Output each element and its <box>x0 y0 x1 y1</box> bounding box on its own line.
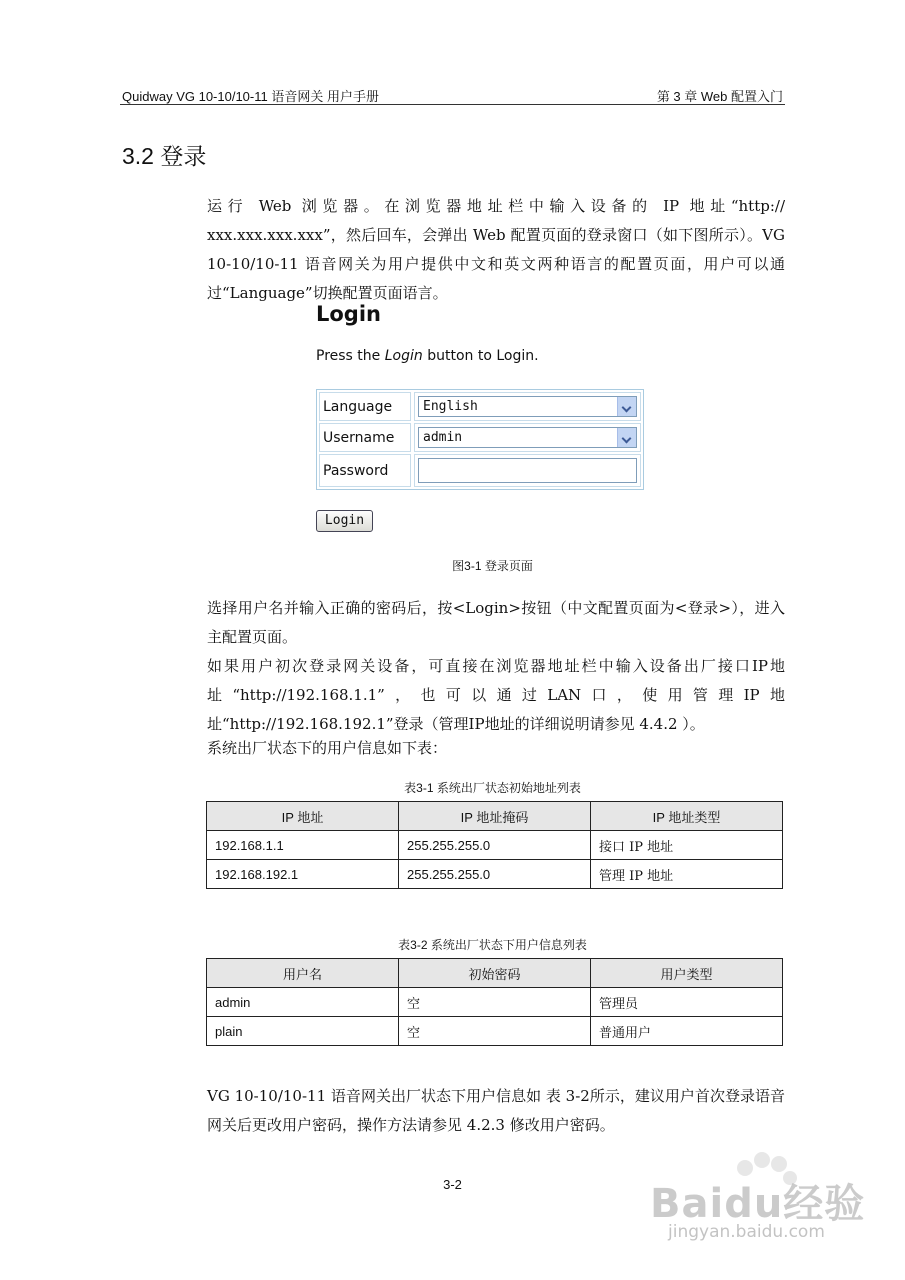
username-select[interactable] <box>418 427 637 448</box>
language-select[interactable] <box>418 396 637 417</box>
table-cell: plain <box>207 1017 399 1046</box>
language-cell <box>414 392 641 421</box>
page-number: 3-2 <box>443 1177 462 1192</box>
table-cell: 255.255.255.0 <box>399 831 591 860</box>
paragraph-table-intro: 系统出厂状态下的用户信息如下表： <box>207 739 448 757</box>
username-cell <box>414 423 641 452</box>
table1-caption: 表3-1 系统出厂状态初始地址列表 <box>404 781 581 795</box>
figure-caption: 图3-1 登录页面 <box>452 559 533 573</box>
login-hint-italic: Login <box>384 348 423 364</box>
paragraph-intro: 运行 Web 浏览器。在浏览器地址栏中输入设备的 IP 地址“http:// xxx.xxx.xxx.xxx”，然后回车，会弹出 Web 配置页面的登录窗口（如下图所示）。VG 10-10/10-11 语音网关为用户提供中文和英文两种语言的配置页面，用户可以通过“Language”切换配置页面语言。 <box>207 197 785 302</box>
table-initial-addresses <box>206 801 783 889</box>
table-header: 用户类型 <box>591 959 783 988</box>
table-header: 初始密码 <box>399 959 591 988</box>
table-header-row <box>207 959 783 988</box>
login-title: Login <box>316 302 381 326</box>
password-row <box>319 454 641 487</box>
username-row <box>319 423 641 452</box>
login-hint <box>316 348 539 364</box>
language-select-value: English <box>423 399 478 414</box>
login-hint-after: button to Login. <box>422 348 539 364</box>
table-cell: 192.168.1.1 <box>207 831 399 860</box>
table-header: IP 地址 <box>207 802 399 831</box>
username-label: Username <box>319 423 411 452</box>
password-label: Password <box>319 454 411 487</box>
table-cell: 空 <box>399 1017 591 1046</box>
table2-caption: 表3-2 系统出厂状态下用户信息列表 <box>398 938 587 952</box>
table-row <box>207 988 783 1017</box>
table-row <box>207 1017 783 1046</box>
paragraph-first-login: 如果用户初次登录网关设备，可直接在浏览器地址栏中输入设备出厂接口IP地址“http://192.168.1.1”，也可以通过LAN口，使用管理IP地址“http://192.168.192.1”登录（管理IP地址的详细说明请参见 4.4.2 ）。 <box>207 657 785 733</box>
table-header-row <box>207 802 783 831</box>
language-label: Language <box>319 392 411 421</box>
chevron-down-icon[interactable] <box>617 397 636 416</box>
table-row <box>207 860 783 889</box>
table-cell: admin <box>207 988 399 1017</box>
table-cell: 管理 IP 地址 <box>591 860 783 889</box>
table-row <box>207 831 783 860</box>
table-header: IP 地址类型 <box>591 802 783 831</box>
username-select-value: admin <box>423 430 463 445</box>
table-cell: 192.168.192.1 <box>207 860 399 889</box>
login-hint-before: Press the <box>316 348 385 364</box>
table-cell: 普通用户 <box>591 1017 783 1046</box>
header-right: 第 3 章 Web 配置入门 <box>656 89 783 104</box>
chevron-down-icon[interactable] <box>617 428 636 447</box>
table-user-info <box>206 958 783 1046</box>
language-row <box>319 392 641 421</box>
paragraph-recommendation: VG 10-10/10-11 语音网关出厂状态下用户信息如 表 3-2所示，建议用户首次登录语音网关后更改用户密码，操作方法请参见 4.2.3 修改用户密码。 <box>207 1087 785 1134</box>
section-title: 3.2 登录 <box>122 143 207 169</box>
table-header: IP 地址掩码 <box>399 802 591 831</box>
table-cell: 管理员 <box>591 988 783 1017</box>
table-cell: 接口 IP 地址 <box>591 831 783 860</box>
login-form <box>316 389 644 490</box>
login-button[interactable]: Login <box>316 510 373 532</box>
header-left: Quidway VG 10-10/10-11 语音网关 用户手册 <box>122 89 379 104</box>
watermark-logo: Baidu经验 <box>650 1181 866 1227</box>
table-header: 用户名 <box>207 959 399 988</box>
password-input[interactable] <box>418 458 637 483</box>
password-cell <box>414 454 641 487</box>
paragraph-login-step: 选择用户名并输入正确的密码后，按<Login>按钮（中文配置页面为<登录>），进入主配置页面。 <box>207 599 785 646</box>
table-cell: 空 <box>399 988 591 1017</box>
table-cell: 255.255.255.0 <box>399 860 591 889</box>
watermark-url: jingyan.baidu.com <box>668 1222 825 1242</box>
header-rule <box>120 104 785 105</box>
